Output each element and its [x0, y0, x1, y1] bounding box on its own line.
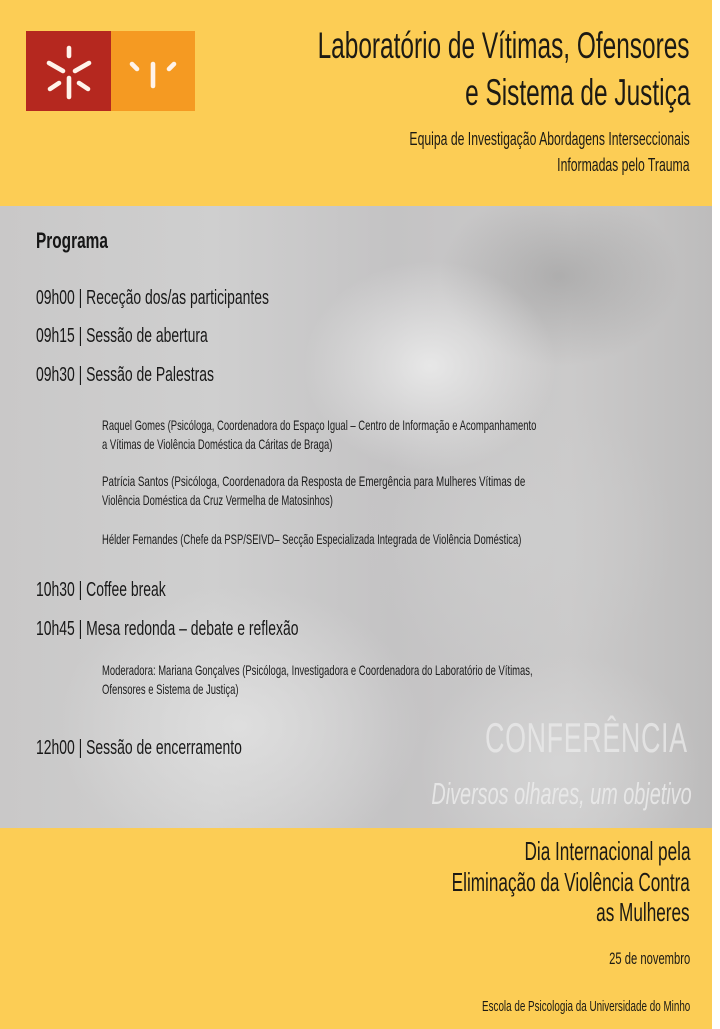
schedule-item: 09h15 | Sessão de abertura — [36, 324, 208, 347]
schedule-item: 10h45 | Mesa redonda – debate e reflexão — [36, 617, 299, 640]
lab-title-line-2: e Sistema de Justiça — [464, 72, 690, 113]
speaker-entry: Hélder Fernandes (Chefe da PSP/SEIVD– Secção Especializada Integrada de Violência Doméstica) — [102, 532, 522, 547]
schedule-item: 09h00 | Receção dos/as participantes — [36, 286, 270, 309]
tagline-watermark: Diversos olhares, um objetivo — [431, 776, 692, 811]
program-photo-band — [0, 206, 712, 828]
team-subtitle-line-1: Equipa de Investigação Abordagens Interseccionais — [409, 128, 690, 149]
moderator-entry: Moderadora: Mariana Gonçalves (Psicóloga, Investigadora e Coordenadora do Laboratório de Vítimas, Ofensores e Sistema de Justiça) — [102, 663, 533, 697]
schedule-item: 10h30 | Coffee break — [36, 578, 166, 601]
event-date: 25 de novembro — [608, 950, 690, 968]
event-title: Dia Internacional pela Eliminação da Violência Contra as Mulheres — [451, 836, 690, 927]
poster-header — [0, 0, 712, 206]
speaker-entry: Raquel Gomes (Psicóloga, Coordenadora do Espaço Igual – Centro de Informação e Acompanhamento a Vítimas de Violência Doméstica da Cáritas de Braga) — [102, 418, 537, 452]
host-school: Escola de Psicologia da Universidade do Minho — [481, 999, 690, 1015]
speaker-entry: Patrícia Santos (Psicóloga, Coordenadora da Resposta de Emergência para Mulheres Vítimas de Violência Doméstica da Cruz Vermelha de Matosinhos) — [102, 474, 526, 508]
lab-title — [126, 22, 690, 116]
asterisk-icon — [26, 31, 111, 111]
team-subtitle-line-2: Informadas pelo Trauma — [557, 154, 690, 175]
schedule-item: 12h00 | Sessão de encerramento — [36, 736, 242, 759]
team-subtitle — [265, 126, 690, 178]
program-heading: Programa — [36, 228, 108, 253]
lab-title-line-1: Laboratório de Vítimas, Ofensores — [318, 25, 690, 66]
conference-watermark: CONFERÊNCIA — [485, 714, 688, 761]
logo-red-block — [26, 31, 111, 111]
schedule-item: 09h30 | Sessão de Palestras — [36, 363, 214, 386]
